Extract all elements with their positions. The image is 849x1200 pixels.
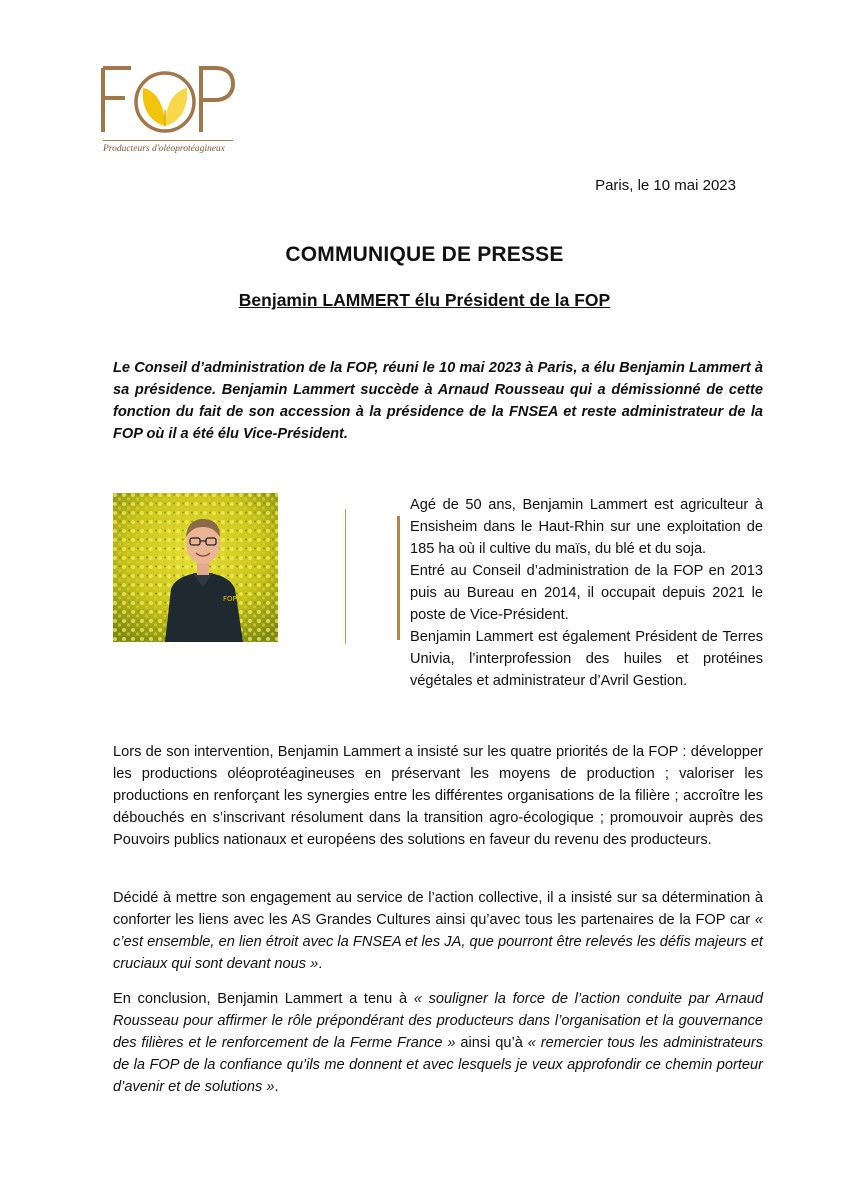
photo-divider <box>345 509 346 644</box>
shirt-logo-text: FOP <box>223 595 237 603</box>
portrait-photo <box>113 493 278 642</box>
engagement-quote: « c’est ensemble, en lien étroit avec la FNSEA et les JA, que pourront être relevés les défis majeurs et cruciaux qui sont devant nous » <box>113 912 763 972</box>
document-title: COMMUNIQUE DE PRESSE <box>285 243 564 266</box>
engagement-paragraph <box>113 887 763 975</box>
bio-age: Agé de 50 ans, Benjamin Lammert est agriculteur à Ensisheim dans le Haut-Rhin sur une exploitation de 185 ha où il cultive du maïs, du blé et du soja. <box>410 497 763 557</box>
priorities-paragraph: Lors de son intervention, Benjamin Lammert a insisté sur les quatre priorités de la FOP : développer les productions oléoprotéagineuses en préservant les moyens de production ; valoriser les productions en renforçant les synergies entre les différentes organisations de la filière ; accroître les débouchés en s’inscrivant résolument dans la transition agro-écologique ; promouvoir auprès des Pouvoirs publics nationaux et européens des solutions en faveur du revenu des producteurs. <box>113 744 763 848</box>
intro-paragraph: Le Conseil d’administration de la FOP, réuni le 10 mai 2023 à Paris, a élu Benjamin Lammert à sa présidence. Benjamin Lammert succède à Arnaud Rousseau qui a démissionné de cette fonction du fait de son accession à la présidence de la FNSEA et reste administrateur de la FOP où il a été élu Vice-Président. <box>113 360 763 442</box>
fop-logo <box>97 60 247 160</box>
date-line: Paris, le 10 mai 2023 <box>595 177 736 194</box>
engagement-text: Décidé à mettre son engagement au service de l’action collective, il a insisté sur sa détermination à conforter les liens avec les AS Grandes Cultures ainsi qu’avec tous les partenaires de la FOP car <box>113 890 763 928</box>
conclusion-end: . <box>274 1079 279 1095</box>
conclusion-quote-1: « souligner la force de l’action conduite par Arnaud Rousseau pour affirmer le rôle prépondérant des producteurs dans l’organisation et la gouvernance des filières et le renforcement de la Ferme France » <box>113 991 763 1051</box>
engagement-end: . <box>318 956 323 972</box>
bio-block <box>410 494 763 692</box>
conclusion-paragraph <box>113 988 763 1098</box>
bio-roles: Benjamin Lammert est également Président de Terres Univia, l’interprofession des huiles et protéines végétales et administrateur d’Avril Gestion. <box>410 629 763 689</box>
conclusion-quote-2: « remercier tous les administrateurs de la FOP de la confiance qu’ils me donnent et avec lesquels je veux approfondir ce chemin porteur d’avenir et de solutions » <box>113 1035 763 1095</box>
bio-career: Entré au Conseil d’administration de la FOP en 2013 puis au Bureau en 2014, il occupait depuis 2021 le poste de Vice-Président. <box>410 563 763 623</box>
logo-tagline: Producteurs d'oléoprotéagineux <box>103 144 225 154</box>
conclusion-text-2: ainsi qu’à <box>455 1035 528 1051</box>
fop-logo-icon <box>97 60 237 140</box>
logo-divider <box>103 140 233 141</box>
portrait-in-rapeseed-field-icon <box>113 493 278 642</box>
document-subtitle: Benjamin LAMMERT élu Président de la FOP <box>238 290 611 310</box>
bio-accent-bar <box>397 516 400 640</box>
conclusion-text-1: En conclusion, Benjamin Lammert a tenu à <box>113 991 414 1007</box>
